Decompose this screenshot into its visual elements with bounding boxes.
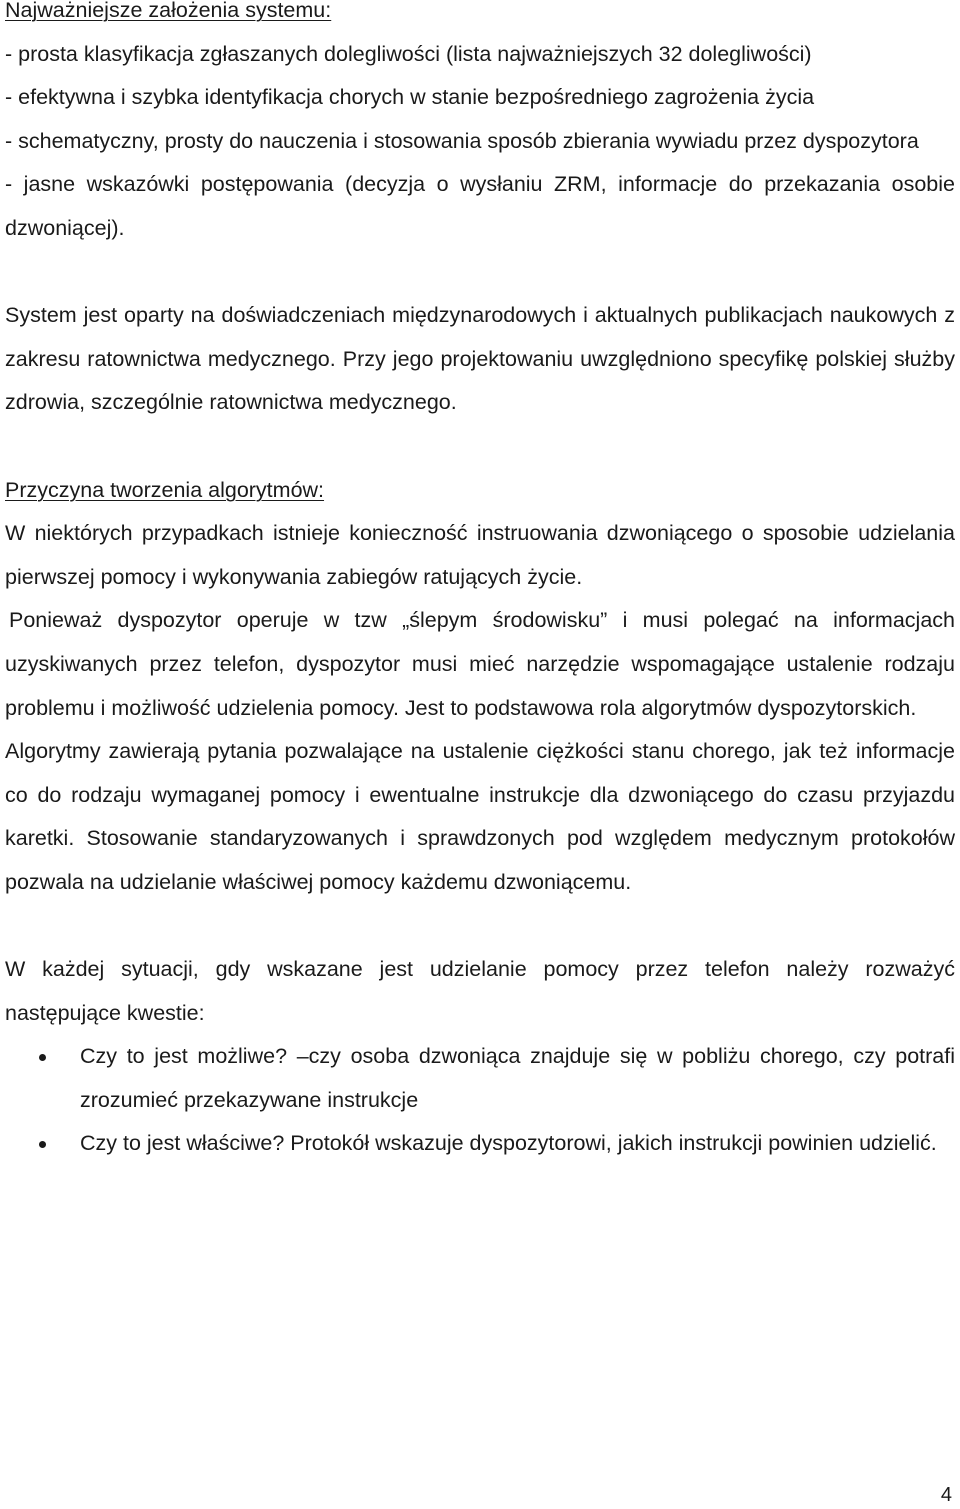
assumption-item: - jasne wskazówki postępowania (decyzja o wysłaniu ZRM, informacje do przekazania osobie dzwoniącej).: [5, 172, 955, 240]
algorithm-reason-section: [5, 469, 955, 905]
assumption-item: - schematyczny, prosty do nauczenia i stosowania sposób zbierania wywiadu przez dyspozytora: [5, 128, 919, 153]
algorithm-reason-paragraph: W niektórych przypadkach istnieje konieczność instruowania dzwoniącego o sposobie udzielania pierwszej pomocy i wykonywania zabiegów ratujących życie.: [5, 521, 955, 589]
spacer: [5, 425, 955, 469]
algorithm-reason-heading: Przyczyna tworzenia algorytmów:: [5, 477, 325, 502]
spacer: [5, 251, 955, 295]
system-basis-paragraph: System jest oparty na doświadczeniach międzynarodowych i aktualnych publikacjach naukowych z zakresu ratownictwa medycznego. Przy jego projektowaniu uwzględniono specyfikę polskiej służby zdrowia, szczególnie ratownictwa medycznego.: [5, 303, 955, 415]
bullet-icon: [39, 1141, 46, 1148]
list-item-text: Czy to jest właściwe? Protokół wskazuje dyspozytorowi, jakich instrukcji powinien udzielić.: [80, 1131, 937, 1156]
algorithm-reason-paragraph: Ponieważ dyspozytor operuje w tzw „ślepym środowisku” i musi polegać na informacjach uzyskiwanych przez telefon, dyspozytor musi mieć narzędzie wspomagające ustalenie rodzaju problemu i możliwość udzielenia pomocy. Jest to podstawowa rola algorytmów dyspozytorskich.: [5, 608, 955, 720]
considerations-section: [5, 948, 955, 1166]
spacer: [5, 904, 955, 948]
list-item: [5, 1122, 955, 1166]
list-item-text: Czy to jest możliwe? –czy osoba dzwoniąca znajduje się w pobliżu chorego, czy potrafi zrozumieć przekazywane instrukcje: [80, 1044, 955, 1112]
considerations-list: [5, 1035, 955, 1166]
bullet-icon: [39, 1054, 46, 1061]
considerations-intro: W każdej sytuacji, gdy wskazane jest udzielanie pomocy przez telefon należy rozważyć następujące kwestie:: [5, 957, 955, 1025]
list-item: [5, 1035, 955, 1122]
assumption-item: - efektywna i szybka identyfikacja chorych w stanie bezpośredniego zagrożenia życia: [5, 85, 815, 110]
document-body: [5, 0, 955, 1166]
system-assumptions-heading: Najważniejsze założenia systemu:: [5, 0, 332, 22]
system-assumptions-section: [5, 0, 955, 251]
assumption-item: - prosta klasyfikacja zgłaszanych dolegliwości (lista najważniejszych 32 dolegliwości): [5, 41, 812, 66]
page-number: 4: [940, 1484, 952, 1506]
algorithm-reason-paragraph: Algorytmy zawierają pytania pozwalające na ustalenie ciężkości stanu chorego, jak też informacje co do rodzaju wymaganej pomocy i ewentualne instrukcje dla dzwoniącego do czasu przyjazdu karetki. Stosowanie standaryzowanych i sprawdzonych pod względem medycznym protokołów pozwala na udzielanie właściwej pomocy każdemu dzwoniącemu.: [5, 739, 955, 894]
